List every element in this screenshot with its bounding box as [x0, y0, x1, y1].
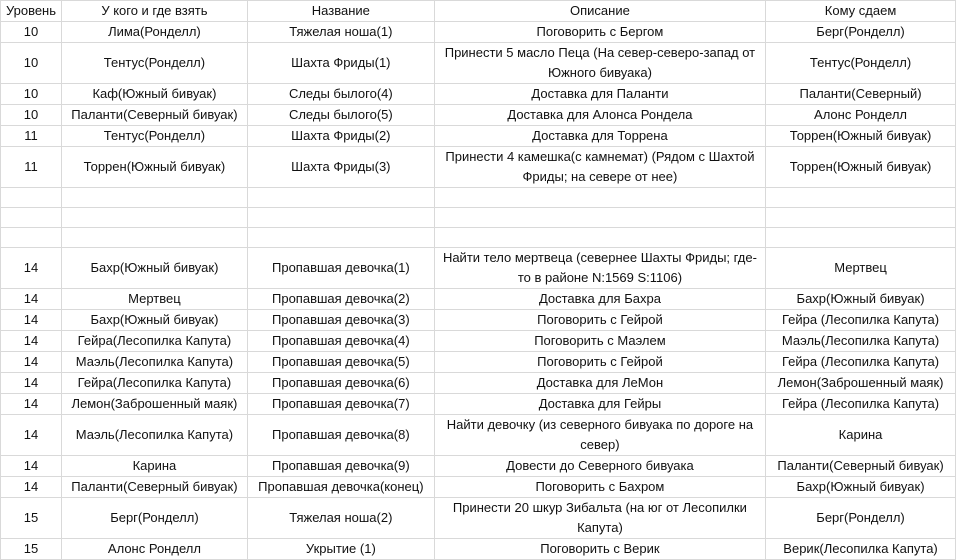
header-row [1, 1, 956, 22]
cell-receiver[interactable]: Лемон(Заброшенный маяк) [766, 373, 956, 394]
cell-receiver[interactable] [766, 228, 956, 248]
cell-quest-name[interactable]: Тяжелая ноша(2) [247, 498, 434, 539]
cell-quest-name[interactable]: Пропавшая девочка(8) [247, 415, 434, 456]
cell-description[interactable]: Принести 5 масло Пеца (На север-северо-запад от Южного бивуака) [434, 43, 765, 84]
cell-giver[interactable] [61, 228, 247, 248]
table-row [1, 456, 956, 477]
table-row [1, 373, 956, 394]
cell-giver[interactable]: Паланти(Северный бивуак) [61, 477, 247, 498]
cell-quest-name[interactable]: Укрытие (1) [247, 539, 434, 560]
cell-giver[interactable]: Бахр(Южный бивуак) [61, 310, 247, 331]
column-header-level[interactable]: Уровень [1, 1, 62, 22]
table-row [1, 477, 956, 498]
cell-level[interactable]: 15 [1, 498, 62, 539]
cell-level[interactable]: 10 [1, 84, 62, 105]
cell-description[interactable]: Поговорить с Бахром [434, 477, 765, 498]
cell-level[interactable]: 14 [1, 310, 62, 331]
cell-description[interactable]: Довести до Северного бивуака [434, 456, 765, 477]
cell-description[interactable]: Найти девочку (из северного бивуака по дороге на север) [434, 415, 765, 456]
cell-receiver[interactable]: Бахр(Южный бивуак) [766, 477, 956, 498]
cell-description[interactable]: Доставка для Торрена [434, 126, 765, 147]
table-row [1, 22, 956, 43]
cell-giver[interactable]: Каф(Южный бивуак) [61, 84, 247, 105]
cell-receiver[interactable]: Гейра (Лесопилка Капута) [766, 310, 956, 331]
cell-quest-name[interactable]: Тяжелая ноша(1) [247, 22, 434, 43]
cell-quest-name[interactable] [247, 228, 434, 248]
cell-description[interactable]: Поговорить с Гейрой [434, 352, 765, 373]
cell-receiver[interactable]: Маэль(Лесопилка Капута) [766, 331, 956, 352]
cell-level[interactable]: 10 [1, 43, 62, 84]
cell-quest-name[interactable]: Шахта Фриды(3) [247, 147, 434, 188]
table-row [1, 84, 956, 105]
cell-level[interactable]: 14 [1, 477, 62, 498]
cell-receiver[interactable]: Алонс Ронделл [766, 105, 956, 126]
cell-level[interactable]: 14 [1, 394, 62, 415]
table-row [1, 126, 956, 147]
cell-giver[interactable]: Маэль(Лесопилка Капута) [61, 352, 247, 373]
cell-description[interactable]: Поговорить с Бергом [434, 22, 765, 43]
cell-receiver[interactable]: Торрен(Южный бивуак) [766, 126, 956, 147]
table-row [1, 208, 956, 228]
cell-quest-name[interactable] [247, 188, 434, 208]
cell-quest-name[interactable] [247, 208, 434, 228]
cell-level[interactable]: 14 [1, 248, 62, 289]
cell-description[interactable] [434, 208, 765, 228]
cell-description[interactable]: Принести 4 камешка(с камнемат) (Рядом с Шахтой Фриды; на севере от нее) [434, 147, 765, 188]
cell-receiver[interactable]: Бахр(Южный бивуак) [766, 289, 956, 310]
cell-receiver[interactable]: Верик(Лесопилка Капута) [766, 539, 956, 560]
cell-level[interactable]: 10 [1, 105, 62, 126]
table-row [1, 415, 956, 456]
table-row [1, 539, 956, 560]
cell-level[interactable]: 14 [1, 373, 62, 394]
cell-quest-name[interactable]: Шахта Фриды(1) [247, 43, 434, 84]
table-row [1, 147, 956, 188]
cell-quest-name[interactable]: Пропавшая девочка(конец) [247, 477, 434, 498]
cell-giver[interactable]: Маэль(Лесопилка Капута) [61, 415, 247, 456]
cell-giver[interactable]: Карина [61, 456, 247, 477]
cell-description[interactable]: Доставка для Паланти [434, 84, 765, 105]
cell-description[interactable] [434, 188, 765, 208]
cell-quest-name[interactable]: Пропавшая девочка(2) [247, 289, 434, 310]
cell-giver[interactable]: Лима(Ронделл) [61, 22, 247, 43]
cell-description[interactable] [434, 228, 765, 248]
cell-description[interactable]: Доставка для ЛеМон [434, 373, 765, 394]
cell-level[interactable]: 14 [1, 415, 62, 456]
cell-level[interactable] [1, 188, 62, 208]
cell-giver[interactable]: Бахр(Южный бивуак) [61, 248, 247, 289]
cell-receiver[interactable]: Карина [766, 415, 956, 456]
cell-receiver[interactable] [766, 188, 956, 208]
table-row [1, 394, 956, 415]
cell-giver[interactable]: Тентус(Ронделл) [61, 43, 247, 84]
cell-receiver[interactable]: Берг(Ронделл) [766, 22, 956, 43]
cell-quest-name[interactable]: Пропавшая девочка(5) [247, 352, 434, 373]
cell-giver[interactable]: Гейра(Лесопилка Капута) [61, 331, 247, 352]
cell-quest-name[interactable]: Пропавшая девочка(7) [247, 394, 434, 415]
cell-receiver[interactable]: Гейра (Лесопилка Капута) [766, 352, 956, 373]
cell-giver[interactable] [61, 188, 247, 208]
table-row [1, 310, 956, 331]
column-header-receiver[interactable]: Кому сдаем [766, 1, 956, 22]
column-header-description[interactable]: Описание [434, 1, 765, 22]
cell-level[interactable]: 15 [1, 539, 62, 560]
cell-receiver[interactable]: Гейра (Лесопилка Капута) [766, 394, 956, 415]
table-row [1, 289, 956, 310]
table-row [1, 248, 956, 289]
cell-description[interactable]: Найти тело мертвеца (севернее Шахты Фриды; где-то в районе N:1569 S:1106) [434, 248, 765, 289]
cell-description[interactable]: Доставка для Гейры [434, 394, 765, 415]
cell-receiver[interactable]: Тентус(Ронделл) [766, 43, 956, 84]
cell-giver[interactable]: Паланти(Северный бивуак) [61, 105, 247, 126]
cell-giver[interactable]: Мертвец [61, 289, 247, 310]
cell-giver[interactable]: Алонс Ронделл [61, 539, 247, 560]
cell-quest-name[interactable]: Пропавшая девочка(1) [247, 248, 434, 289]
cell-quest-name[interactable]: Следы былого(5) [247, 105, 434, 126]
cell-quest-name[interactable]: Следы былого(4) [247, 84, 434, 105]
table-row [1, 228, 956, 248]
cell-quest-name[interactable]: Пропавшая девочка(9) [247, 456, 434, 477]
table-row [1, 498, 956, 539]
cell-giver[interactable]: Гейра(Лесопилка Капута) [61, 373, 247, 394]
cell-description[interactable]: Принести 20 шкур Зибальта (на юг от Лесопилки Капута) [434, 498, 765, 539]
cell-description[interactable]: Доставка для Алонса Рондела [434, 105, 765, 126]
cell-quest-name[interactable]: Шахта Фриды(2) [247, 126, 434, 147]
cell-description[interactable]: Поговорить с Гейрой [434, 310, 765, 331]
cell-level[interactable] [1, 208, 62, 228]
cell-receiver[interactable]: Мертвец [766, 248, 956, 289]
cell-description[interactable]: Поговорить с Верик [434, 539, 765, 560]
cell-giver[interactable]: Тентус(Ронделл) [61, 126, 247, 147]
table-row [1, 331, 956, 352]
cell-quest-name[interactable]: Пропавшая девочка(4) [247, 331, 434, 352]
cell-quest-name[interactable]: Пропавшая девочка(3) [247, 310, 434, 331]
cell-description[interactable]: Поговорить с Маэлем [434, 331, 765, 352]
cell-receiver[interactable]: Паланти(Северный бивуак) [766, 456, 956, 477]
cell-level[interactable] [1, 228, 62, 248]
cell-receiver[interactable]: Торрен(Южный бивуак) [766, 147, 956, 188]
column-header-name[interactable]: Название [247, 1, 434, 22]
cell-giver[interactable]: Торрен(Южный бивуак) [61, 147, 247, 188]
table-row [1, 188, 956, 208]
cell-receiver[interactable]: Берг(Ронделл) [766, 498, 956, 539]
table-row [1, 352, 956, 373]
cell-level[interactable]: 14 [1, 456, 62, 477]
cell-giver[interactable]: Берг(Ронделл) [61, 498, 247, 539]
table-row [1, 43, 956, 84]
cell-level[interactable]: 11 [1, 126, 62, 147]
cell-receiver[interactable] [766, 208, 956, 228]
cell-level[interactable]: 11 [1, 147, 62, 188]
cell-description[interactable]: Доставка для Бахра [434, 289, 765, 310]
cell-giver[interactable]: Лемон(Заброшенный маяк) [61, 394, 247, 415]
table-row [1, 105, 956, 126]
cell-level[interactable]: 10 [1, 22, 62, 43]
cell-giver[interactable] [61, 208, 247, 228]
column-header-giver[interactable]: У кого и где взять [61, 1, 247, 22]
cell-quest-name[interactable]: Пропавшая девочка(6) [247, 373, 434, 394]
cell-level[interactable]: 14 [1, 289, 62, 310]
cell-level[interactable]: 14 [1, 331, 62, 352]
cell-receiver[interactable]: Паланти(Северный) [766, 84, 956, 105]
cell-level[interactable]: 14 [1, 352, 62, 373]
